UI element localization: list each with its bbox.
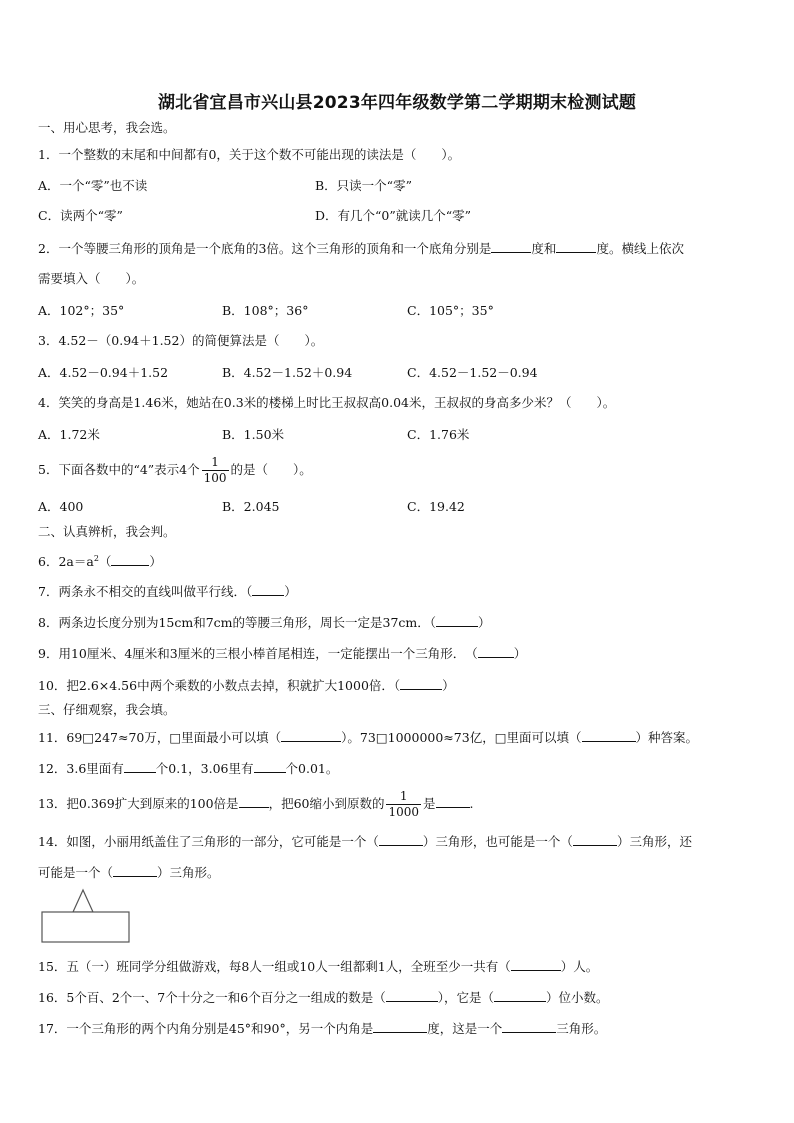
question-6 <box>38 550 162 571</box>
q8-text-1: 8．两条边长度分别为15cm和7cm的等腰三角形，周长一定是37cm．（ <box>38 615 437 630</box>
question-7 <box>38 582 297 601</box>
q13-blank-2[interactable] <box>436 794 470 808</box>
q14-blank-3[interactable] <box>113 863 157 877</box>
q17-blank-1[interactable] <box>373 1019 427 1033</box>
q11-blank-1[interactable] <box>281 728 341 742</box>
q2-text-3: 度。横线上依次 <box>596 241 684 256</box>
q4-option-b[interactable]: B．1.50米 <box>222 427 285 442</box>
q7-blank[interactable] <box>252 582 284 596</box>
q12-text-3: 个0.01。 <box>285 761 339 776</box>
question-15 <box>38 957 598 976</box>
q5-text-2: 的是（ ）。 <box>230 462 312 477</box>
covered-triangle-figure <box>40 886 132 946</box>
q3-option-a[interactable]: A．4.52－0.94＋1.52 <box>38 365 169 380</box>
triangle-apex-shape <box>73 890 93 912</box>
q2-blank-2[interactable] <box>556 239 596 253</box>
q16-blank-2[interactable] <box>494 988 546 1002</box>
q16-text-2: ），它是（ <box>437 990 494 1005</box>
q12-text-1: 12．3.6里面有 <box>38 761 124 776</box>
q14-blank-1[interactable] <box>379 832 423 846</box>
q5-option-a[interactable]: A．400 <box>38 499 84 514</box>
q11-text-3: ）种答案。 <box>635 730 699 745</box>
section-1-heading: 一、用心思考，我会选。 <box>38 120 176 135</box>
q9-text-2: ） <box>513 646 527 661</box>
question-13 <box>38 787 474 821</box>
q16-text-1: 16．5个百、2个一、7个十分之一和6个百分之一组成的数是（ <box>38 990 386 1005</box>
q10-text-1: 10．把2.6×4.56中两个乘数的小数点去掉，积就扩大1000倍．（ <box>38 678 401 693</box>
q15-blank[interactable] <box>511 957 561 971</box>
q1-option-c[interactable]: C．读两个“零” <box>38 208 123 223</box>
q13-fraction <box>386 789 421 820</box>
q5-fraction-denominator: 100 <box>203 471 227 485</box>
q6-text-1: 6．2a＝a <box>38 554 94 570</box>
q12-text-2: 个0.1，3.06里有 <box>155 761 254 776</box>
q14-text-2: ）三角形，也可能是一个（ <box>422 834 573 849</box>
q13-text-3: 是 <box>423 796 436 811</box>
q3-option-c[interactable]: C．4.52－1.52－0.94 <box>407 365 538 380</box>
q8-text-2: ） <box>478 615 491 630</box>
q16-text-3: ）位小数。 <box>545 990 609 1005</box>
question-16 <box>38 988 609 1007</box>
q14-blank-2[interactable] <box>573 832 617 846</box>
q11-blank-2[interactable] <box>582 728 636 742</box>
q1-stem: 1．一个整数的末尾和中间都有0，关于这个数不可能出现的读法是（ ）。 <box>38 147 461 162</box>
q15-text-2: ）人。 <box>560 959 599 974</box>
question-12 <box>38 759 338 778</box>
q13-blank-1[interactable] <box>239 794 269 808</box>
q6-blank[interactable] <box>111 552 149 566</box>
q5-option-b[interactable]: B．2.045 <box>222 499 280 514</box>
q2-text-2: 度和 <box>531 241 557 256</box>
q1-option-a[interactable]: A．一个“零”也不读 <box>38 178 148 193</box>
q2-option-b[interactable]: B．108°；36° <box>222 303 309 318</box>
q13-fraction-denominator: 1000 <box>388 805 420 819</box>
q13-text-4: . <box>469 796 474 811</box>
question-5 <box>38 453 312 487</box>
q14-line2-text-1: 可能是一个（ <box>38 865 114 880</box>
q14-text-3: ）三角形，还 <box>616 834 692 849</box>
q11-text-2: ）。73□1000000≈73亿，□里面可以填（ <box>341 730 582 745</box>
question-10 <box>38 676 455 695</box>
question-4: 4．笑笑的身高是1.46米，她站在0.3米的楼梯上时比王叔叔高0.04米，王叔叔的身高多少米？（ ）。 <box>38 395 616 410</box>
q10-blank[interactable] <box>400 676 442 690</box>
q3-option-b[interactable]: B．4.52－1.52＋0.94 <box>222 365 353 380</box>
q9-blank[interactable] <box>478 644 514 658</box>
q17-text-2: 度，这是一个 <box>427 1021 503 1036</box>
q2-option-a[interactable]: A．102°；35° <box>38 303 125 318</box>
q7-text-2: ） <box>284 584 297 599</box>
q12-blank-1[interactable] <box>124 759 156 773</box>
q7-text-1: 7．两条永不相交的直线叫做平行线．（ <box>38 584 253 599</box>
q9-text-1: 9．用10厘米、4厘米和3厘米的三根小棒首尾相连，一定能摆出一个三角形． （ <box>38 646 478 661</box>
q6-exponent: 2 <box>93 554 99 563</box>
question-9 <box>38 644 526 663</box>
section-2-heading: 二、认真辨析，我会判。 <box>38 524 176 539</box>
q5-option-c[interactable]: C．19.42 <box>407 499 465 514</box>
question-8 <box>38 613 491 632</box>
question-14 <box>38 832 692 851</box>
q5-fraction-numerator: 1 <box>202 455 229 471</box>
q17-blank-2[interactable] <box>502 1019 556 1033</box>
q2-text-1: 2．一个等腰三角形的顶角是一个底角的3倍。这个三角形的顶角和一个底角分别是 <box>38 241 492 256</box>
q13-text-2: ，把60缩小到原数的 <box>268 796 385 811</box>
q1-option-d[interactable]: D．有几个“0”就读几个“零” <box>315 208 472 223</box>
section-3-heading: 三、仔细观察，我会填。 <box>38 702 176 717</box>
q6-text-2: （ <box>98 554 112 570</box>
q14-line2-text-2: ）三角形。 <box>157 865 220 880</box>
q5-text-1: 5．下面各数中的“4”表示4个 <box>38 462 200 477</box>
q16-blank-1[interactable] <box>386 988 438 1002</box>
page-title: 湖北省宜昌市兴山县2023年四年级数学第二学期期末检测试题 <box>157 93 637 113</box>
q13-fraction-numerator: 1 <box>386 789 421 805</box>
question-17 <box>38 1019 606 1038</box>
question-3: 3．4.52－（0.94＋1.52）的简便算法是（ ）。 <box>38 333 324 348</box>
q8-blank[interactable] <box>436 613 478 627</box>
q17-text-1: 17．一个三角形的两个内角分别是45°和90°，另一个内角是 <box>38 1021 374 1036</box>
q2-option-c[interactable]: C．105°；35° <box>407 303 494 318</box>
q2-blank-1[interactable] <box>491 239 531 253</box>
q6-text-3: ） <box>149 554 162 570</box>
question-14-line-2 <box>38 863 220 882</box>
q12-blank-2[interactable] <box>254 759 286 773</box>
q1-option-b[interactable]: B．只读一个“零” <box>315 178 412 193</box>
q5-fraction <box>202 455 229 486</box>
q13-text-1: 13．把0.369扩大到原来的100倍是 <box>38 796 239 811</box>
q4-option-c[interactable]: C．1.76米 <box>407 427 470 442</box>
q11-text-1: 11．69□247≈70万，□里面最小可以填（ <box>38 730 282 745</box>
question-2 <box>38 239 684 258</box>
question-1 <box>38 146 460 164</box>
question-2-line-2: 需要填入（ ）。 <box>38 271 145 286</box>
question-11 <box>38 728 698 747</box>
q17-text-3: 三角形。 <box>556 1021 607 1036</box>
q4-option-a[interactable]: A．1.72米 <box>38 427 100 442</box>
q15-text-1: 15．五（一）班同学分组做游戏，每8人一组或10人一组都剩1人，全班至少一共有（ <box>38 959 511 974</box>
paper-cover-rect <box>42 912 129 942</box>
q14-text-1: 14．如图，小丽用纸盖住了三角形的一部分，它可能是一个（ <box>38 834 379 849</box>
q10-text-2: ） <box>442 678 455 693</box>
